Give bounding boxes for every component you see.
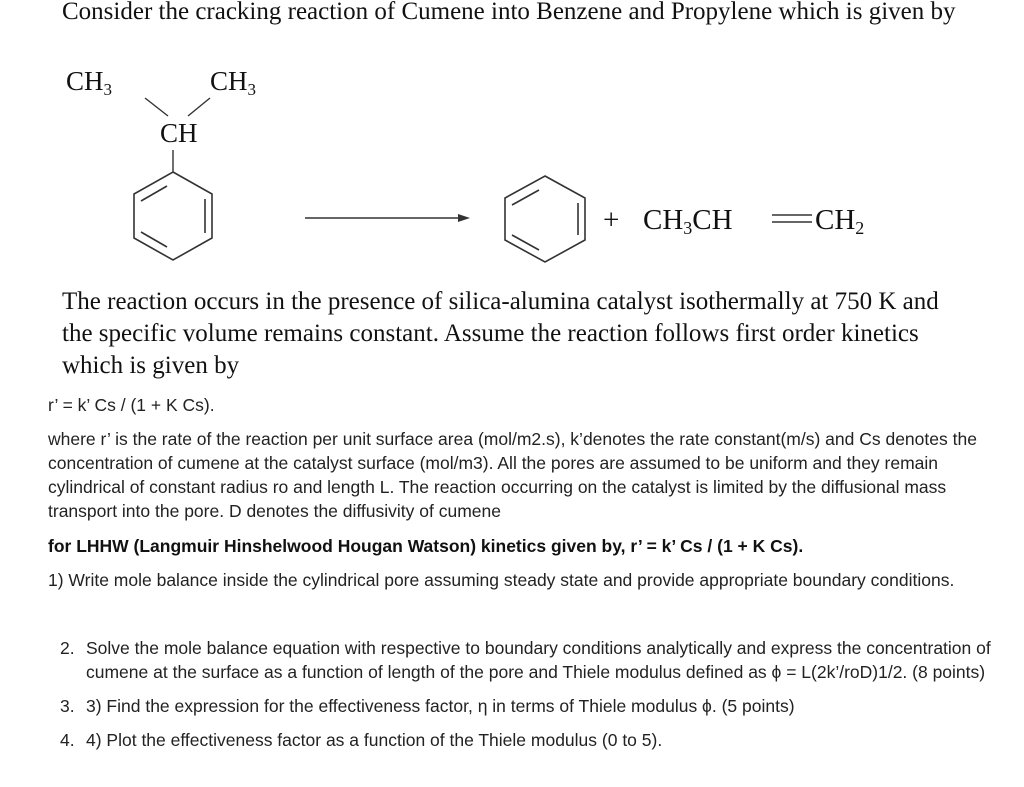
question-3-number: 3. bbox=[60, 696, 75, 716]
bond-right bbox=[188, 98, 210, 116]
question-3 bbox=[48, 694, 993, 718]
propylene-ch3ch: CH3CH bbox=[643, 204, 733, 238]
rate-equation: r’ = k’ Cs / (1 + K Cs). bbox=[48, 395, 215, 415]
question-4-text: 4) Plot the effectiveness factor as a function of the Thiele modulus (0 to 5). bbox=[86, 730, 663, 750]
double-bond bbox=[772, 215, 812, 222]
lhhw-kinetics-line: for LHHW (Langmuir Hinshelwood Hougan Watson) kinetics given by, r’ = k’ Cs / (1 + K Cs). bbox=[48, 536, 804, 556]
cumene-ring bbox=[134, 172, 212, 260]
ch3-left-label: CH3 bbox=[66, 66, 113, 99]
plus-sign: + bbox=[603, 204, 620, 236]
propylene-ch2: CH2 bbox=[815, 204, 865, 238]
question-3-text: 3) Find the expression for the effectiveness factor, η in terms of Thiele modulus ϕ. (5 points) bbox=[86, 696, 795, 716]
question-list bbox=[48, 636, 993, 762]
question-2-text: Solve the mole balance equation with respective to boundary conditions analytically and express the concentration of cumene at the surface as a function of length of the pore and Thiele modulus defined as ϕ = L(2k’/roD)1/2. (8 points) bbox=[86, 638, 991, 682]
reaction-conditions-text: The reaction occurs in the presence of silica-alumina catalyst isothermally at 750 K and the specific volume remains constant. Assume the reaction follows first order kinetics which is given by bbox=[62, 288, 939, 379]
ch-label: CH bbox=[160, 118, 198, 148]
reaction-arrow bbox=[305, 214, 470, 222]
reaction-scheme bbox=[0, 60, 1024, 270]
definitions-paragraph: where r’ is the rate of the reaction per unit surface area (mol/m2.s), k’denotes the rate constant(m/s) and Cs denotes the concentration of cumene at the catalyst surface (mol/m3). All the pores are assumed to be uniform and they remain cylindrical of constant radius ro and length L. The reaction occurring on the catalyst is limited by the diffusional mass transport into the pore. D denotes the diffusivity of cumene bbox=[48, 429, 977, 521]
ch3-right-label: CH3 bbox=[210, 66, 257, 99]
benzene-ring bbox=[505, 176, 585, 262]
question-4-number: 4. bbox=[60, 730, 75, 750]
intro-text: Consider the cracking reaction of Cumene into Benzene and Propylene which is given by bbox=[62, 0, 956, 25]
question-1: 1) Write mole balance inside the cylindrical pore assuming steady state and provide appropriate boundary conditions. bbox=[48, 570, 955, 590]
question-2-number: 2. bbox=[60, 638, 75, 658]
bond-left bbox=[145, 98, 168, 116]
question-2 bbox=[48, 636, 993, 684]
question-4 bbox=[48, 728, 993, 752]
